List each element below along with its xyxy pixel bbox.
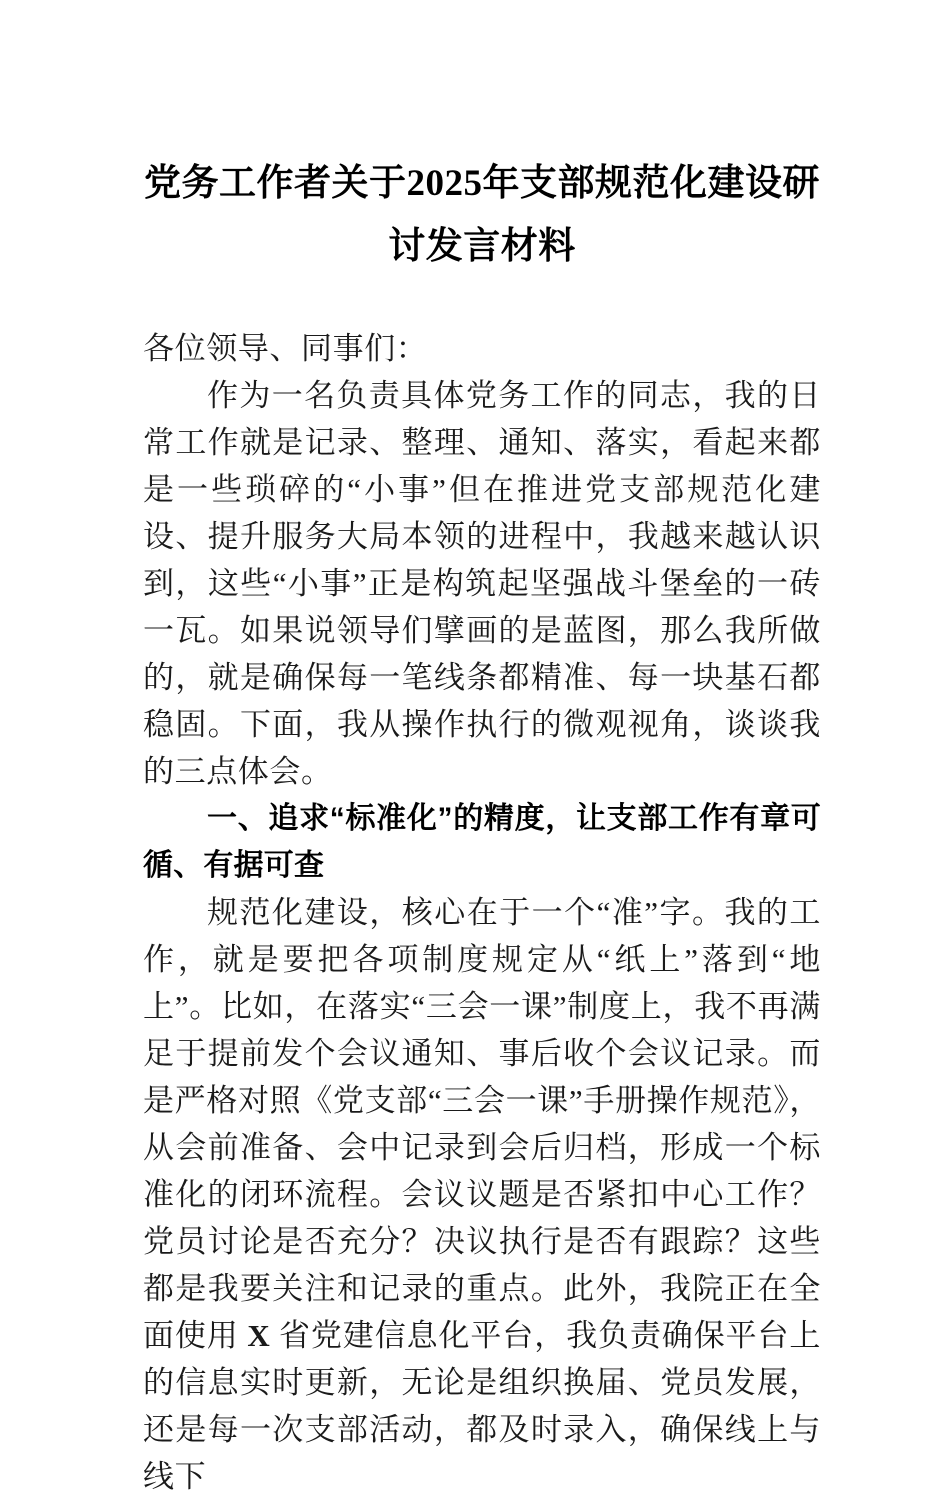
document-title	[143, 152, 821, 278]
paragraph-section-one-body	[143, 889, 821, 1500]
salutation-line: 各位领导、同事们：	[143, 331, 428, 366]
document-title-line-2: 讨发言材料	[388, 226, 576, 267]
paragraph-text-part-1: 规范化建设，核心在于一个“准”字。我的工作，就是要把各项制度规定从“纸上”落到“地上”。比如，在落实“三会一课”制度上，我不再满足于提前发个会议通知、事后收个会议记录。而是严格对照《党支部“三会一课”手册操作规范》，从会前准备、会中记录到会后归档，形成一个标准化的闭环流程。会议议题是否紧扣中心工作？党员讨论是否充分？决议执行是否有跟踪？这些都是我要关注和记录的重点。此外，我院正在全面使用	[143, 895, 821, 1353]
paragraph-text-part-2: 省党建信息化平台，我负责确保平台上的信息实时更新，无论是组织换届、党员发展，还是每一次支部活动，都及时录入，确保线上与线下	[143, 1318, 821, 1494]
document-title-line-1: 党务工作者关于2025年支部规范化建设研	[144, 163, 820, 204]
province-placeholder-letter: X	[247, 1318, 271, 1353]
paragraph-intro: 作为一名负责具体党务工作的同志，我的日常工作就是记录、整理、通知、落实，看起来都是一些琐碎的“小事”但在推进党支部规范化建设、提升服务大局本领的进程中，我越来越认识到，这些“小事”正是构筑起坚强战斗堡垒的一砖一瓦。如果说领导们擘画的是蓝图，那么我所做的，就是确保每一笔线条都精准、每一块基石都稳固。下面，我从操作执行的微观视角，谈谈我的三点体会。	[143, 378, 821, 789]
document-body	[143, 325, 821, 1500]
section-heading-one: 一、追求“标准化”的精度，让支部工作有章可循、有据可查	[143, 802, 821, 882]
